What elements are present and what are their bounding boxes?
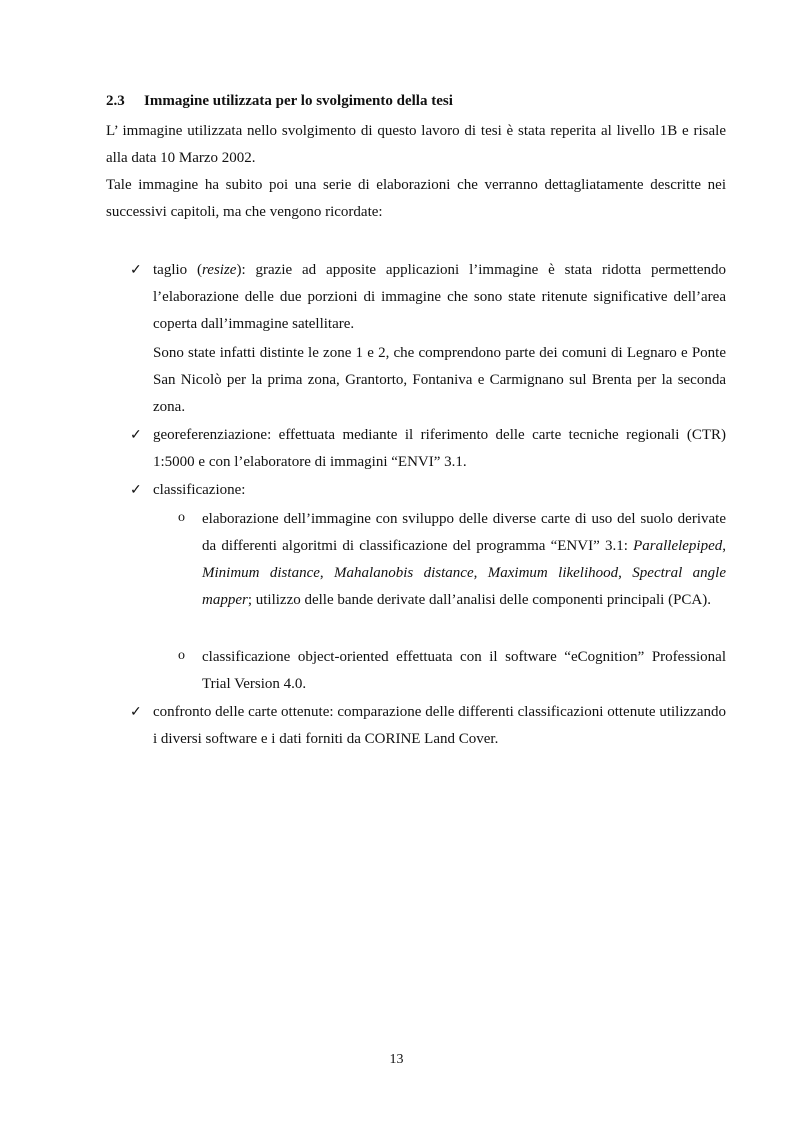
page-number: 13 — [389, 1052, 404, 1067]
checkmark-icon: ✓ — [130, 483, 142, 498]
list-item-taglio — [153, 257, 726, 338]
elaborazione-text-end: ; utilizzo delle bande derivate dall’analisi delle componenti principali (PCA). — [247, 592, 712, 608]
section-number: 2.3 — [106, 93, 125, 109]
taglio-rest: ): grazie ad apposite applicazioni l’immagine è stata ridotta permettendo l’elaborazione delle due porzioni di immagine che sono state ritenute significative dell’area coperta dall’immagine satellitare. — [153, 262, 726, 332]
algorithm-spectral-angle-mapper: Spectral angle mapper — [202, 565, 727, 608]
paragraph-processing-intro: Tale immagine ha subito poi una serie di elaborazioni che verranno dettagliatamente descritte nei successivi capitoli, ma che vengono ricordate: — [106, 177, 726, 220]
checkmark-icon: ✓ — [130, 428, 142, 443]
separator: , — [722, 538, 727, 554]
algorithm-minimum-distance: Minimum distance — [202, 565, 320, 581]
list-item-confronto: confronto delle carte ottenute: comparazione delle differenti classificazioni ottenute utilizzando i diversi software e i dati forniti da CORINE Land Cover. — [153, 704, 726, 747]
list-item-georeferenziazione: georeferenziazione: effettuata mediante il riferimento delle carte tecniche regionali (CTR) 1:5000 e con l’elaboratore di immagini “ENVI” 3.1. — [153, 427, 726, 470]
circle-bullet-icon: o — [178, 510, 185, 525]
algorithm-maximum-likelihood: Maximum likelihood — [487, 565, 619, 581]
separator: , — [618, 565, 633, 581]
sub-item-elaborazione — [202, 506, 726, 614]
taglio-italic: resize — [202, 262, 237, 278]
checkmark-icon: ✓ — [130, 263, 142, 278]
algorithm-parallelepiped: Parallelepiped — [633, 538, 723, 554]
section-title: Immagine utilizzata per lo svolgimento della tesi — [144, 93, 453, 109]
list-item-classificazione: classificazione: — [153, 482, 246, 498]
separator: , — [319, 565, 335, 581]
elaborazione-text: elaborazione dell’immagine con sviluppo delle diverse carte di uso del suolo derivate da differenti algoritmi di classificazione del programma “ENVI” 3.1: — [202, 511, 726, 554]
list-item-taglio-zones: Sono state infatti distinte le zone 1 e 2, che comprendono parte dei comuni di Legnaro e Ponte San Nicolò per la prima zona, Grantorto, Fontaniva e Carmignano sul Brenta per la seconda zona. — [153, 345, 726, 415]
taglio-lead: taglio ( — [153, 262, 203, 278]
section-heading — [106, 93, 453, 110]
checkmark-icon: ✓ — [130, 705, 142, 720]
algorithm-mahalanobis: Mahalanobis distance — [334, 565, 474, 581]
paragraph-image-source: L’ immagine utilizzata nello svolgimento di questo lavoro di tesi è stata reperita al livello 1B e risale alla data 10 Marzo 2002. — [106, 123, 726, 166]
sub-item-object-oriented: classificazione object-oriented effettuata con il software “eCognition” Professional Trial Version 4.0. — [202, 649, 726, 692]
separator: , — [473, 565, 488, 581]
circle-bullet-icon: o — [178, 648, 185, 663]
